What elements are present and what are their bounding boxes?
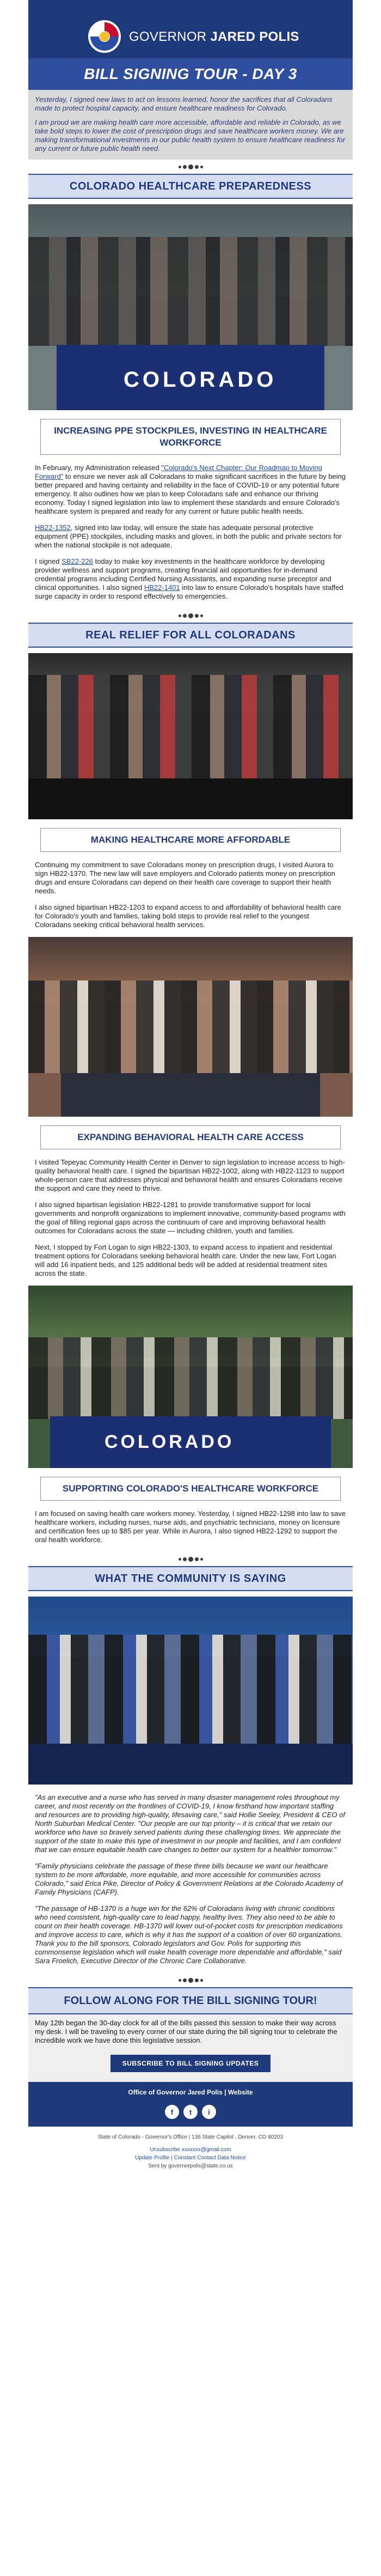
text-span: today to make key investments in the healthcare workforce by developing provider wellness and support programs, creating financial aid opportunities for in-demand credential programs including Certified Nursing Assistants, and expanding nurse preceptor and clinical opportunities. I also signed — [35, 557, 331, 592]
dot-icon — [179, 166, 181, 168]
unsubscribe-link[interactable]: Unsubscribe xxxxxxx@gmail.com — [150, 2147, 231, 2153]
section-heading: COLORADO HEALTHCARE PREPAREDNESS — [28, 174, 353, 199]
behavioral-text — [28, 1158, 353, 1278]
dot-icon — [179, 614, 181, 617]
intro-paragraph: I am proud we are making health care more accessible, affordable and reliable in Colorado, as we take bold steps to lower the cost of prescription drugs and save healthcare workers money. We are making transformational investments in our public health system to ensure healthcare readiness for any current or future public health need. — [35, 118, 346, 153]
sub-heading: MAKING HEALTHCARE MORE AFFORDABLE — [40, 828, 341, 852]
tepeyac-photo — [28, 937, 353, 1117]
workforce-photo — [28, 1286, 353, 1468]
separator: | — [222, 2088, 228, 2096]
facebook-icon[interactable]: f — [165, 2105, 179, 2119]
colorado-logo-icon — [87, 19, 122, 54]
hb22-1352-link[interactable]: HB22-1352 — [35, 523, 71, 532]
unsubscribe-line — [28, 2146, 353, 2154]
title-banner — [28, 58, 353, 90]
aurora-signing-photo — [28, 653, 353, 819]
intro-paragraph: Yesterday, I signed new laws to act on lessons learned, honor the sacrifices that all Coloradans made to protect hospital capacity, and ensure healthcare readiness for Colorado. — [35, 95, 333, 112]
banner-text: COLORADO — [105, 1432, 235, 1452]
office-name: Office of Governor Jared Polis — [128, 2088, 223, 2096]
brand-name: JARED POLIS — [210, 29, 299, 44]
subscribe-button[interactable]: SUBSCRIBE TO BILL SIGNING UPDATES — [110, 2055, 271, 2072]
profile-line — [28, 2154, 353, 2162]
body-paragraph: I am focused on saving health care workers money. Yesterday, I signed HB22-1298 into law to save healthcare workers, including nurses, nurse aids, and psychiatric technicians, money on licensure and certification fees up to $85 per year. While in Aurora, I also signed HB22-1292 to support the oral health workforce. — [35, 1509, 346, 1544]
community-text — [28, 1793, 353, 1965]
header — [28, 0, 353, 58]
body-paragraph: I visited Tepeyac Community Health Center in Denver to sign legislation to increase access to high-quality behavioral health care. I signed the bipartisan HB22-1002, along with HB22-1123 to support whole-person care that addresses physical and behavioral health and ensures Coloradans receive the support and care they need to thrive. — [35, 1158, 345, 1192]
sb22-226-link[interactable]: SB22-226 — [62, 557, 93, 565]
divider-dots — [28, 1973, 353, 1987]
dot-icon — [200, 1979, 203, 1982]
intro-box — [28, 90, 353, 160]
dot-icon — [183, 1978, 187, 1982]
website-link[interactable]: Website — [228, 2088, 253, 2096]
twitter-icon[interactable]: t — [183, 2105, 198, 2119]
relief-text — [28, 861, 353, 929]
body-paragraph: I also signed bipartisan HB22-1203 to expand access to and affordability of behavioral health care for Colorado's youth and families, taking bold steps to provide real relief to the youngest Coloradans seeking critical behavioral health services. — [35, 903, 341, 929]
footer-line — [28, 2082, 353, 2100]
body-paragraph: Next, I stopped by Fort Logan to sign HB22-1303, to expand access to inpatient and residential treatment options for Coloradans seeking behavioral health care. Under the new law, Fort Logan will add 16 inpatient beds, and 125 additional beds will be added at residential treatment sites across the state. — [35, 1243, 336, 1277]
section-heading: WHAT THE COMMUNITY IS SAYING — [28, 1566, 353, 1591]
brand-prefix: GOVERNOR — [129, 29, 207, 44]
cta-button-row — [28, 2049, 353, 2082]
dot-icon — [188, 613, 193, 618]
dot-icon — [188, 165, 193, 169]
text-span: , signed into law today, will ensure the state has adequate personal protective equipment (PPE) stockpiles, including masks and gloves, in both the public and private sectors for when the national stockpile is not adequate. — [35, 523, 342, 549]
body-paragraph — [35, 523, 346, 550]
sub-heading: INCREASING PPE STOCKPILES, INVESTING IN HEALTHCARE WORKFORCE — [40, 419, 341, 455]
data-notice-link[interactable]: Constant Contact Data Notice — [174, 2155, 246, 2161]
dot-icon — [200, 166, 203, 168]
text-span: I signed — [35, 557, 62, 565]
dot-icon — [188, 1557, 193, 1562]
roadmap-link[interactable]: "Colorado's Next Chapter: Our Roadmap to Moving Forward" — [35, 464, 322, 480]
dot-icon — [188, 1978, 193, 1983]
community-quote: "As an executive and a nurse who has served in many disaster management roles throughout my career, and most recently on the frontlines of COVID-19, I know firsthand how important staffing and resources are to providing high-quality, lifesaving care," said Hollie Seeley, President & CEO of North Suburban Medical Center. "Our people are our top priority – it is critical that we retain our workforce who have so bravely served patients during these challenging times. We appreciate the support of the state to make this type of investment in our people and facilities, and I am confident that we can ensure equitable health care changes to better our system for a healthier tomorrow." — [35, 1793, 345, 1854]
separator: | — [169, 2155, 174, 2161]
body-paragraph — [35, 464, 346, 516]
sub-heading: EXPANDING BEHAVIORAL HEALTH CARE ACCESS — [40, 1125, 341, 1149]
sent-by-line: Sent by governorpolis@state.co.us — [148, 2163, 233, 2169]
dot-icon — [200, 1558, 203, 1561]
cta-text: May 12th began the 30-day clock for all of the bills passed this session to make their way across my desk. I will be traveling to every corner of our state during the bill signing tour to celebrate the incredible work we have done this legislative session. — [28, 2014, 353, 2049]
dot-icon — [195, 1557, 199, 1561]
divider-dots — [28, 160, 353, 174]
body-paragraph: I also signed bipartisan legislation HB22-1281 to provide transformative support for local governments and nonprofit organizations to implement innovative, community-based programs with the goal of filling regional gaps across the continuum of care and improving behavioral health outcomes for Coloradans across the state — including children, youth and families. — [35, 1201, 346, 1235]
section-heading: REAL RELIEF FOR ALL COLORADANS — [28, 623, 353, 648]
dot-icon — [195, 614, 199, 618]
body-paragraph: Continuing my commitment to save Coloradans money on prescription drugs, I visited Aurora to sign HB22-1370. The new law will save employers and Colorado patients money on prescription drugs and ensure Coloradans can depend on their health care coverage to support their health needs. — [35, 861, 335, 895]
body-paragraph — [35, 557, 346, 601]
dot-icon — [179, 1979, 181, 1982]
hb22-1401-link[interactable]: HB22-1401 — [144, 583, 180, 592]
dot-icon — [183, 1557, 187, 1561]
dot-icon — [183, 165, 187, 169]
workforce-text — [28, 1509, 353, 1544]
dot-icon — [200, 614, 203, 617]
divider-dots — [28, 1552, 353, 1566]
dot-icon — [195, 1978, 199, 1982]
banner-text: COLORADO — [124, 368, 277, 392]
sub-heading: SUPPORTING COLORADO'S HEALTHCARE WORKFORCE — [40, 1477, 341, 1501]
divider-dots — [28, 608, 353, 623]
preparedness-text — [28, 464, 353, 601]
update-profile-link[interactable]: Update Profile — [135, 2155, 170, 2161]
dot-icon — [183, 614, 187, 618]
community-photo — [28, 1597, 353, 1785]
dot-icon — [195, 165, 199, 169]
community-quote: "Family physicians celebrate the passage of these three bills because we want our healthcare system to be more affordable, more equitable, and more accessible for communities across Colorado," said Erica Pike, Director of Policy & Government Relations at the Colorado Academy of Family Physicians (CAFP). — [35, 1862, 343, 1896]
brand-title — [129, 29, 299, 45]
text-span: to ensure we never ask all Coloradans to make significant sacrifices in the future by being better prepared and having certainty and reliability in the face of COVID-19 or any potential future emergency. It also outlines how we plan to keep Coloradans safe and enhance our thriving economy. Today I signed legislation into law to implement these standards and ensure Colorado's healthcare system is prepared and ready for any current or future public health needs. — [35, 472, 346, 515]
community-quote: "The passage of HB-1370 is a huge win for the 62% of Coloradans living with chronic conditions who need consistent, high-quality care to lead happy, healthy lives. They also need to be able to count on their health coverage. HB-1370 will lower out-of-pocket costs for prescription medications and improve access to care, which is why it has the support of a coalition of over 60 organizations. Thank you to the bill sponsors, Colorado legislators and Gov. Polis for supporting this commonsense legislation which will make health coverage more dependable and affordable," said Sara Froelich, Executive Director of the Chronic Care Collaborative. — [35, 1904, 343, 1965]
text-span: into law to ensure Colorado's hospitals have staffed surge capacity in order to respond effectively to emergencies. — [35, 583, 343, 600]
social-links — [28, 2100, 353, 2127]
page-title: BILL SIGNING TOUR - DAY 3 — [84, 65, 297, 82]
cta-heading: FOLLOW ALONG FOR THE BILL SIGNING TOUR! — [28, 1987, 353, 2014]
text-span: In February, my Administration released — [35, 464, 162, 472]
email-container — [28, 0, 353, 2177]
footer — [28, 2082, 353, 2127]
address-line: State of Colorado - Governor's Office | 136 State Capitol , Denver, CO 80203 — [97, 2134, 284, 2140]
instagram-icon[interactable]: i — [202, 2105, 216, 2119]
legal-footer — [28, 2127, 353, 2177]
dot-icon — [179, 1558, 181, 1561]
signing-photo — [28, 204, 353, 410]
